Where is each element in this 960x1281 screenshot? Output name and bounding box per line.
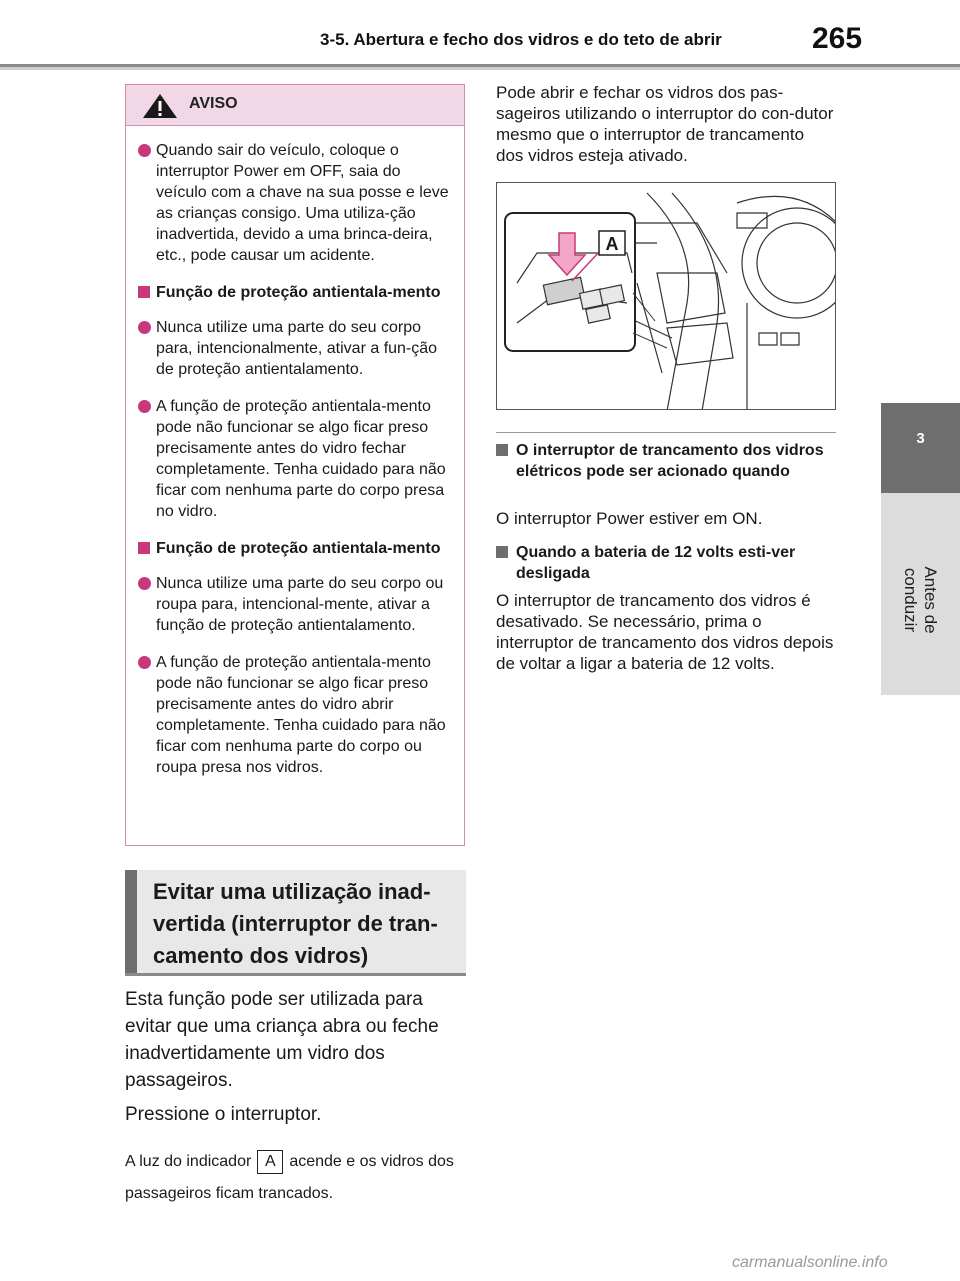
square-bullet-icon [138, 286, 150, 298]
section-instruction: Pressione o interruptor. [125, 1104, 322, 1125]
bullet-dot-icon [138, 656, 151, 669]
warning-bullet: Quando sair do veículo, coloque o interruptor Power em OFF, saia do veículo com a chave na sua posse e leve as crianças consigo. Uma utiliza-ção inadvertida, devido a uma brinca-deira, etc., pode causar um acidente. [134, 140, 452, 266]
warning-subheading: Função de proteção antientala-mento [134, 282, 452, 303]
bullet-dot-icon [138, 144, 151, 157]
warning-body [126, 126, 464, 778]
bullet-dot-icon [138, 321, 151, 334]
bullet-dot-icon [138, 400, 151, 413]
subsection-rule [496, 432, 836, 433]
window-lock-switch-illustration [496, 182, 836, 410]
bullet-dot-icon [138, 577, 151, 590]
warning-bullet: A função de proteção antientala-mento pode não funcionar se algo ficar preso precisamente antes do vidro abrir completamente. Tenha cuidado para não ficar com nenhuma parte do corpo ou roupa presa nos vidros. [134, 652, 452, 778]
square-bullet-icon [496, 546, 508, 558]
section-intro: Esta função pode ser utilizada para evitar que uma criança abra ou feche inadvertidamente um vidro dos passageiros. [125, 989, 439, 1091]
warning-bullet: Nunca utilize uma parte do seu corpo ou roupa para, intencional-mente, ativar a função de proteção antientalamento. [134, 573, 452, 636]
right-intro: Pode abrir e fechar os vidros dos pas-sageiros utilizando o interruptor do con-dutor mesmo que o interruptor de trancamento dos vidros esteja ativado. [496, 83, 834, 165]
chapter-tab [881, 403, 960, 493]
warning-bullet: Nunca utilize uma parte do seu corpo para, intencionalmente, ativar a fun-ção de proteção antientalamento. [134, 317, 452, 380]
subsection-text: O interruptor de trancamento dos vidros é desativado. Se necessário, prima o interruptor de trancamento dos vidros depois de voltar a ligar a bateria de 12 volts. [496, 591, 834, 673]
watermark: carmanualsonline.info [732, 1254, 888, 1271]
warning-title: AVISO [189, 95, 238, 112]
square-bullet-icon [138, 542, 150, 554]
section-heading [125, 870, 466, 976]
section-heading-bar [125, 870, 137, 973]
warning-header [126, 85, 464, 126]
warning-subheading: Função de proteção antientala-mento [134, 538, 452, 559]
section-note: A luz do indicador A acende e os vidros dos passageiros ficam trancados. [125, 1146, 465, 1210]
subsection-heading: Quando a bateria de 12 volts esti-ver desligada [496, 542, 836, 584]
figure-label-a: A [605, 234, 619, 254]
running-header: 3-5. Abertura e fecho dos vidros e do teto de abrir [320, 30, 722, 49]
warning-box [125, 84, 465, 846]
section-title: Evitar uma utilização inad-vertida (interruptor de tran-camento dos vidros) [153, 879, 438, 968]
header-divider-light [0, 67, 960, 70]
chapter-label: Antes de conduzir [901, 566, 940, 634]
warning-triangle-icon [142, 93, 178, 119]
chapter-number: 3 [916, 430, 925, 447]
square-bullet-icon [496, 444, 508, 456]
door-panel-drawing [497, 183, 836, 410]
page-number: 265 [812, 22, 863, 55]
subsection-text: O interruptor Power estiver em ON. [496, 509, 763, 528]
label-a-box: A [257, 1150, 283, 1174]
warning-bullet: A função de proteção antientala-mento pode não funcionar se algo ficar preso precisamente antes do vidro fechar completamente. Tenha cuidado para não ficar com nenhuma parte do corpo presa no vidro. [134, 396, 452, 522]
subsection-heading: O interruptor de trancamento dos vidros elétricos pode ser acionado quando [496, 440, 836, 482]
